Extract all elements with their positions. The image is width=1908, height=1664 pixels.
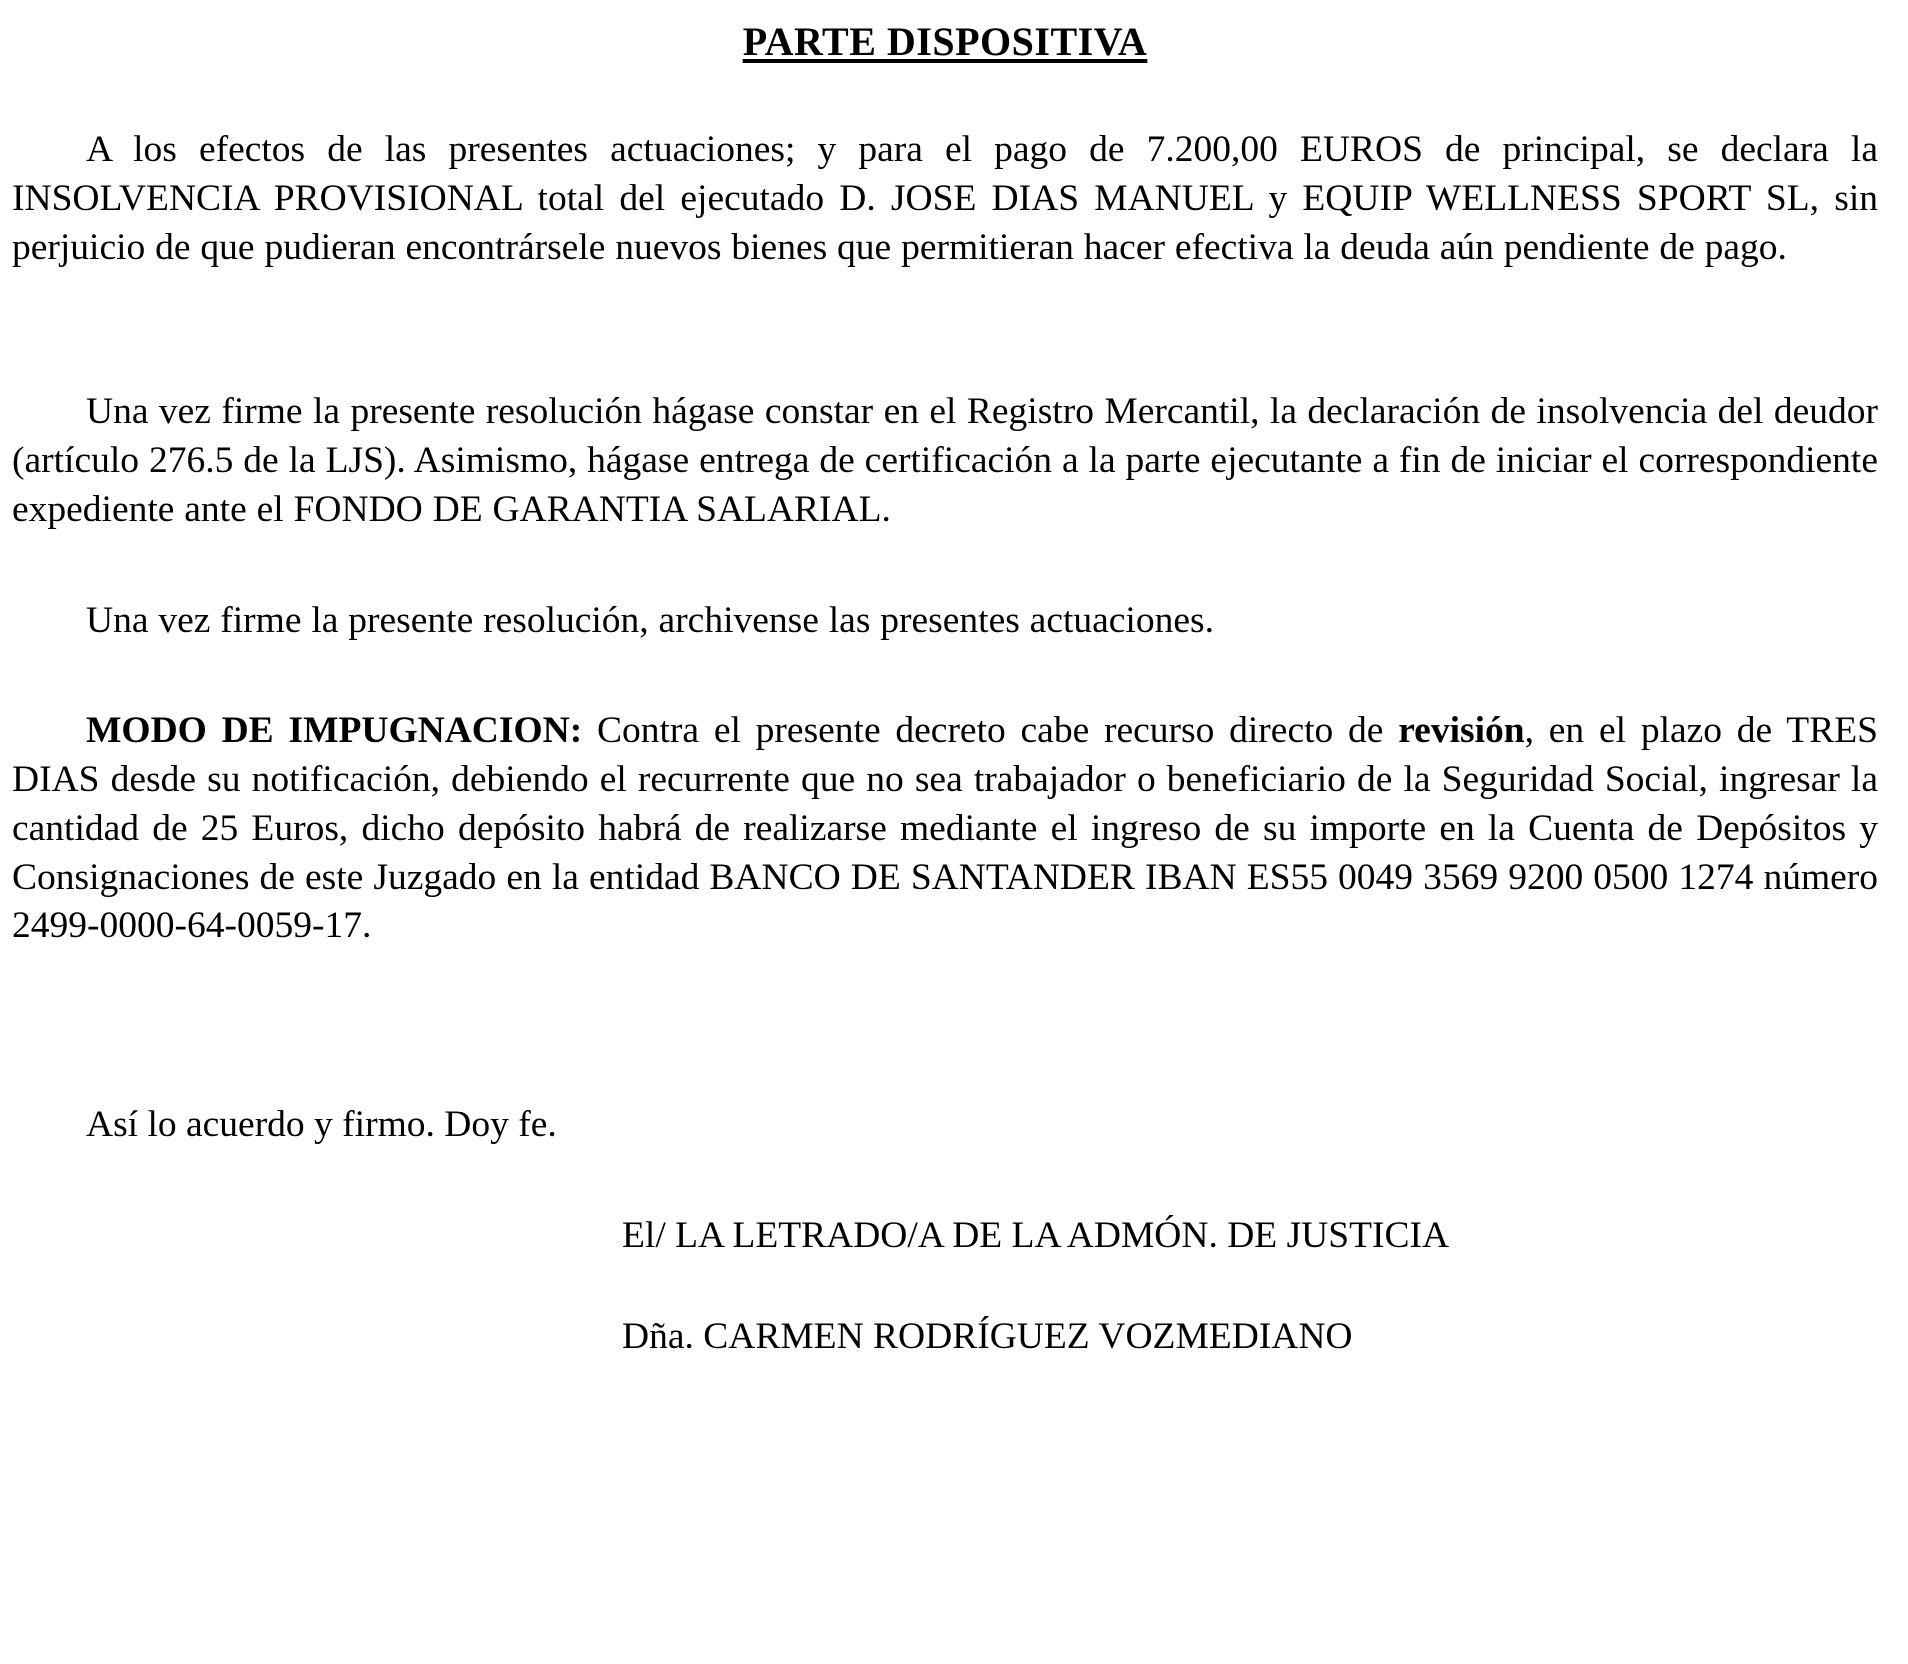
spacer	[12, 645, 1878, 707]
spacer	[12, 535, 1878, 597]
paragraph-archivo: Una vez firme la presente resolución, archivense las presentes actuaciones.	[86, 599, 1214, 641]
signature-name: Dña. CARMEN RODRÍGUEZ VOZMEDIANO	[622, 1315, 1353, 1357]
paragraph-registro-mercantil: Una vez firme la presente resolución hágase constar en el Registro Mercantil, la declaración de insolvencia del deudor (artículo 276.5 de la LJS). Asimismo, hágase entrega de certificación a la parte ejecutante a fin de iniciar el correspondiente expediente ante el FONDO DE GARANTIA SALARIAL.	[12, 391, 1878, 530]
closing-statement: Así lo acuerdo y firmo. Doy fe.	[86, 1104, 557, 1145]
modo-impugnacion-text-c: , en el plazo de TRES DIAS desde su notificación, debiendo el recurrente que no sea trabajador o beneficiario de la Seguridad Social, ingresar la cantidad de 25 Euros, dicho depósito habrá de realizarse mediante el ingreso de su importe en la Cuenta de Depósitos y Consignaciones de este Juzgado en la entidad BANCO DE SANTANDER IBAN ES55 0049 3569 9200 0500 1274 número 2499-0000-64-0059-17.	[12, 710, 1878, 947]
spacer	[12, 951, 1878, 1101]
modo-impugnacion-label: MODO DE IMPUGNACION:	[86, 710, 583, 752]
modo-impugnacion-revision: revisión	[1398, 710, 1525, 752]
paragraph-insolvencia: A los efectos de las presentes actuaciones; y para el pago de 7.200,00 EUROS de principal, se declara la INSOLVENCIA PROVISIONAL total del ejecutado D. JOSE DIAS MANUEL y EQUIP WELLNESS SPORT SL, sin perjuicio de que pudieran encontrársele nuevos bienes que permitieran hacer efectiva la deuda aún pendiente de pago.	[12, 129, 1878, 268]
spacer	[12, 1261, 1878, 1313]
paragraph-modo-impugnacion	[12, 707, 1878, 951]
page-title: PARTE DISPOSITIVA	[742, 19, 1148, 64]
spacer	[12, 64, 1878, 126]
signature-role: El/ LA LETRADO/A DE LA ADMÓN. DE JUSTICIA	[622, 1214, 1450, 1256]
modo-impugnacion-text-a: Contra el presente decreto cabe recurso directo de	[582, 710, 1399, 752]
spacer	[12, 272, 1878, 388]
spacer	[12, 1150, 1878, 1212]
